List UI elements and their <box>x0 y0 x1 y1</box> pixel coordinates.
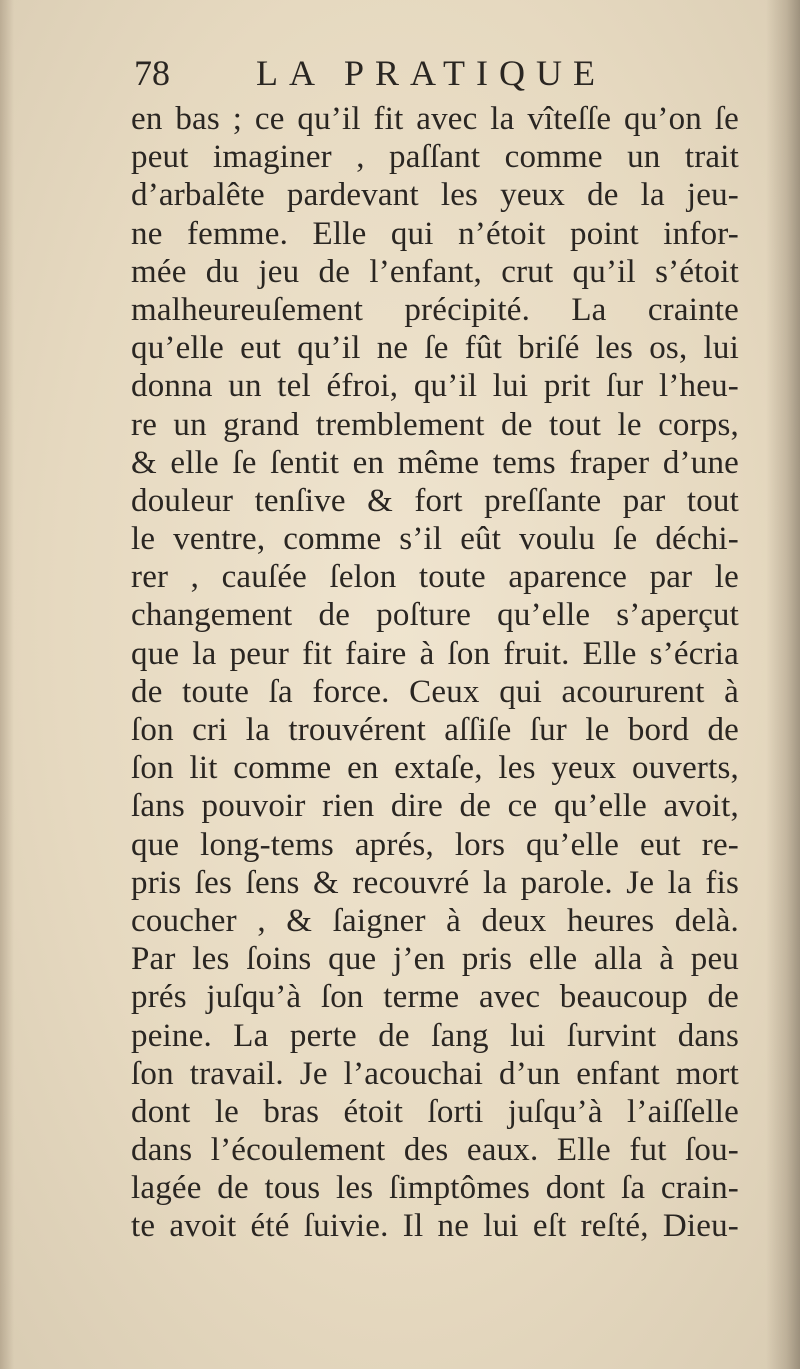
text-line: ſon travail. Je l’acouchai d’un enfant mort <box>131 1055 739 1092</box>
text-line: pris ſes ſens & recouvré la parole. Je la fis <box>131 864 739 901</box>
text-line: re un grand tremblement de tout le corps, <box>131 406 739 443</box>
text-line: Par les ſoins que j’en pris elle alla à peu <box>131 941 739 978</box>
text-line: & elle ſe ſentit en même tems fraper d’une <box>131 444 739 481</box>
text-line: prés juſqu’à ſon terme avec beaucoup de <box>131 979 739 1016</box>
body-text <box>131 100 739 1246</box>
text-line: ne femme. Elle qui n’étoit point infor- <box>131 215 739 252</box>
text-line: peut imaginer , paſſant comme un trait <box>131 139 739 176</box>
text-line: dans l’écoulement des eaux. Elle fut ſou- <box>131 1132 739 1169</box>
text-line: d’arbalête pardevant les yeux de la jeu- <box>131 177 739 214</box>
text-line: coucher , & ſaigner à deux heures delà. <box>131 902 739 939</box>
text-line: ſon cri la trouvérent aſſiſe ſur le bord de <box>131 712 739 748</box>
page-header <box>128 50 748 96</box>
text-line: dont le bras étoit ſorti juſqu’à l’aiſſelle <box>131 1093 739 1130</box>
text-line: ſans pouvoir rien dire de ce qu’elle avoit, <box>131 788 739 825</box>
text-line: ſon lit comme en extaſe, les yeux ouverts, <box>131 750 739 787</box>
text-line: mée du jeu de l’enfant, crut qu’il s’étoit <box>131 253 739 290</box>
text-line: lagée de tous les ſimptômes dont ſa crain- <box>131 1170 739 1207</box>
text-line: donna un tel éfroi, qu’il lui prit ſur l’heu- <box>131 368 739 405</box>
text-line: malheureuſement précipité. La crainte <box>131 291 739 328</box>
text-line: te avoit été ſuivie. Il ne lui eſt reſté, Dieu- <box>131 1208 739 1245</box>
text-line: de toute ſa force. Ceux qui acoururent à <box>131 673 739 710</box>
running-title: LA PRATIQUE <box>256 53 607 93</box>
text-line: changement de poſture qu’elle s’aperçut <box>131 597 739 634</box>
page-left-edge-shadow <box>0 0 14 1369</box>
text-line: rer , cauſée ſelon toute aparence par le <box>131 559 739 596</box>
text-line: peine. La perte de ſang lui ſurvint dans <box>131 1017 739 1054</box>
text-line: douleur tenſive & fort preſſante par tout <box>131 482 739 519</box>
page-gutter-shadow <box>766 0 800 1369</box>
text-line: le ventre, comme s’il eût voulu ſe déchi- <box>131 521 739 558</box>
text-line: que long-tems aprés, lors qu’elle eut re- <box>131 826 739 863</box>
text-line: en bas ; ce qu’il fit avec la vîteſſe qu’on ſe <box>131 101 739 137</box>
text-line: que la peur fit faire à ſon fruit. Elle s’écria <box>131 635 739 672</box>
page-number: 78 <box>134 53 170 93</box>
text-line: qu’elle eut qu’il ne ſe fût briſé les os, lui <box>131 330 739 367</box>
